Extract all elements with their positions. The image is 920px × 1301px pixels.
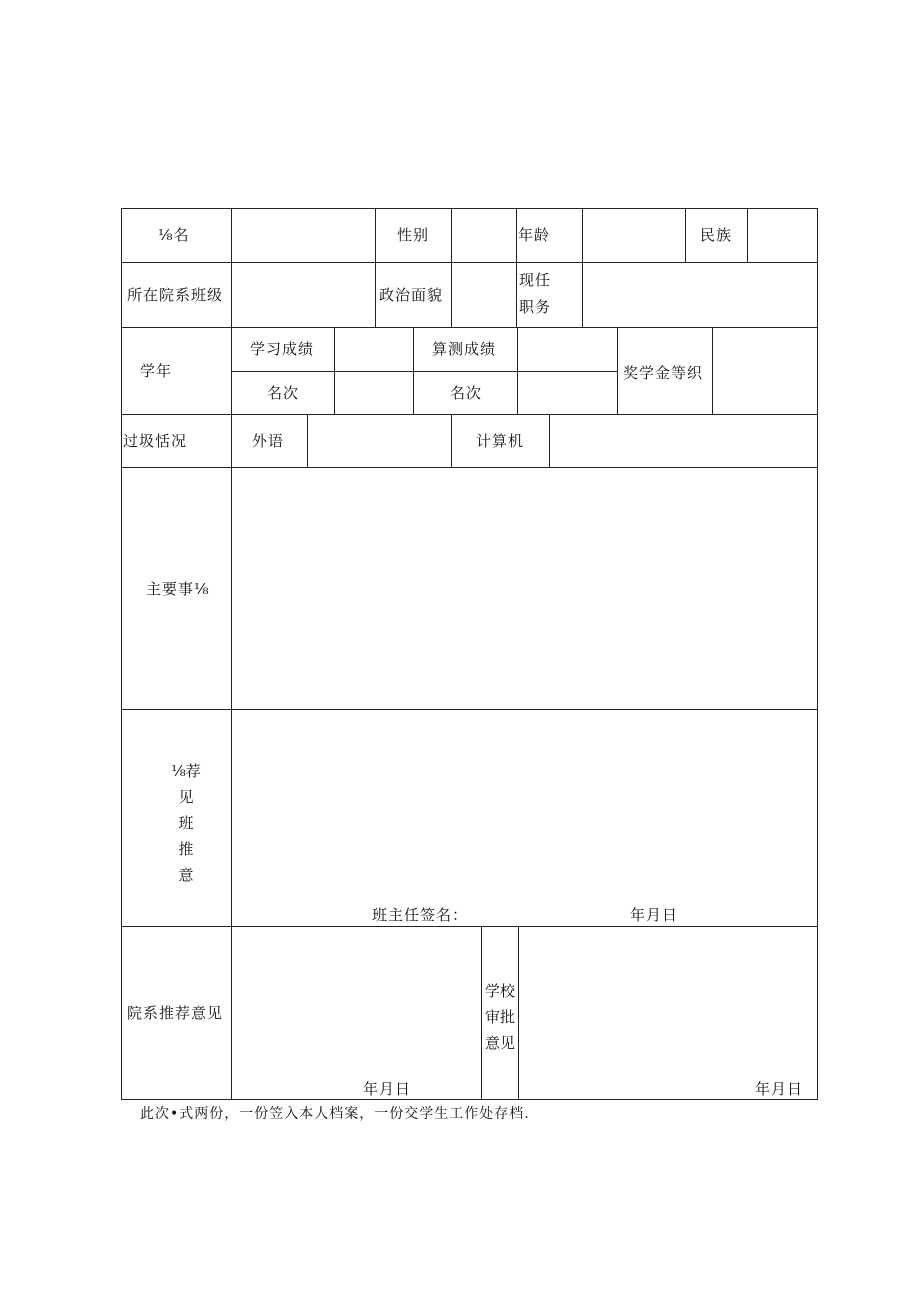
label-class-recommend bbox=[168, 758, 204, 888]
table-line bbox=[121, 208, 122, 1100]
class-recommend-textarea[interactable] bbox=[232, 710, 817, 900]
dept-class-input[interactable] bbox=[232, 263, 375, 327]
political-input[interactable] bbox=[452, 263, 516, 327]
test-score-input[interactable] bbox=[518, 328, 617, 371]
label-year: 学年 bbox=[140, 362, 173, 380]
label-computer: 计算机 bbox=[476, 432, 525, 450]
label-dept-opinion: 院系推荐意见 bbox=[127, 1004, 224, 1022]
study-score-input[interactable] bbox=[335, 328, 413, 371]
footnote: 此次•式两份，一份笠入本人档案，一份交学生工作处存档. bbox=[140, 1106, 530, 1122]
deeds-textarea[interactable] bbox=[232, 468, 817, 709]
label-test-rank: 名次 bbox=[450, 384, 483, 402]
label-political: 政治面貌 bbox=[379, 286, 444, 304]
computer-input[interactable] bbox=[550, 415, 817, 467]
foreign-lang-input[interactable] bbox=[308, 415, 451, 467]
label-age: 年龄 bbox=[518, 226, 551, 244]
dept-opinion-date: 年月日 bbox=[363, 1080, 412, 1098]
position-input[interactable] bbox=[583, 263, 817, 327]
table-line bbox=[451, 414, 452, 467]
table-line bbox=[516, 208, 517, 262]
label-position-line1: 现任 bbox=[519, 271, 552, 289]
label-exam-status: 过圾恬况 bbox=[123, 432, 188, 450]
label-class-recommend-char: ⅛荐 bbox=[171, 762, 201, 780]
school-opinion-textarea[interactable] bbox=[519, 927, 817, 1077]
name-input[interactable] bbox=[232, 209, 375, 262]
label-scholarship: 奖学金等织 bbox=[623, 364, 704, 382]
teacher-signature-label: 班主任签名： bbox=[372, 906, 469, 924]
class-recommend-date: 年月日 bbox=[630, 906, 679, 924]
label-class-recommend-char: 推 bbox=[178, 840, 194, 858]
school-opinion-date: 年月日 bbox=[755, 1080, 804, 1098]
label-ethnicity: 民族 bbox=[700, 226, 733, 244]
study-rank-input[interactable] bbox=[335, 372, 413, 414]
scholarship-input[interactable] bbox=[713, 328, 817, 414]
label-school-opinion bbox=[482, 978, 518, 1056]
dept-opinion-textarea[interactable] bbox=[232, 927, 481, 1077]
table-line bbox=[121, 1099, 818, 1100]
table-line bbox=[617, 327, 618, 414]
label-position-line2: 职务 bbox=[519, 298, 552, 316]
label-class-recommend-char: 意 bbox=[178, 866, 194, 884]
table-line bbox=[817, 208, 818, 1100]
label-dept-class: 所在院系班级 bbox=[127, 286, 224, 304]
table-line bbox=[685, 208, 686, 262]
ethnicity-input[interactable] bbox=[748, 209, 817, 262]
label-gender: 性别 bbox=[397, 226, 430, 244]
label-class-recommend-char: 见 bbox=[178, 788, 194, 806]
table-line bbox=[516, 262, 517, 327]
table-line bbox=[413, 327, 414, 414]
label-name: ⅛名 bbox=[158, 226, 190, 244]
label-test-score: 算测成绩 bbox=[432, 340, 497, 358]
label-study-rank: 名次 bbox=[267, 384, 300, 402]
test-rank-input[interactable] bbox=[518, 372, 617, 414]
label-main-deeds: 主要事⅛ bbox=[146, 580, 210, 598]
label-school-opinion-line: 意见 bbox=[484, 1034, 515, 1052]
table-line bbox=[375, 208, 376, 262]
age-input[interactable] bbox=[583, 209, 685, 262]
gender-input[interactable] bbox=[452, 209, 516, 262]
label-school-opinion-line: 审批 bbox=[484, 1008, 515, 1026]
label-class-recommend-char: 班 bbox=[178, 814, 194, 832]
label-foreign-lang: 外语 bbox=[252, 432, 285, 450]
label-school-opinion-line: 学校 bbox=[484, 982, 515, 1000]
table-line bbox=[375, 262, 376, 327]
label-study-score: 学习成绩 bbox=[250, 340, 315, 358]
